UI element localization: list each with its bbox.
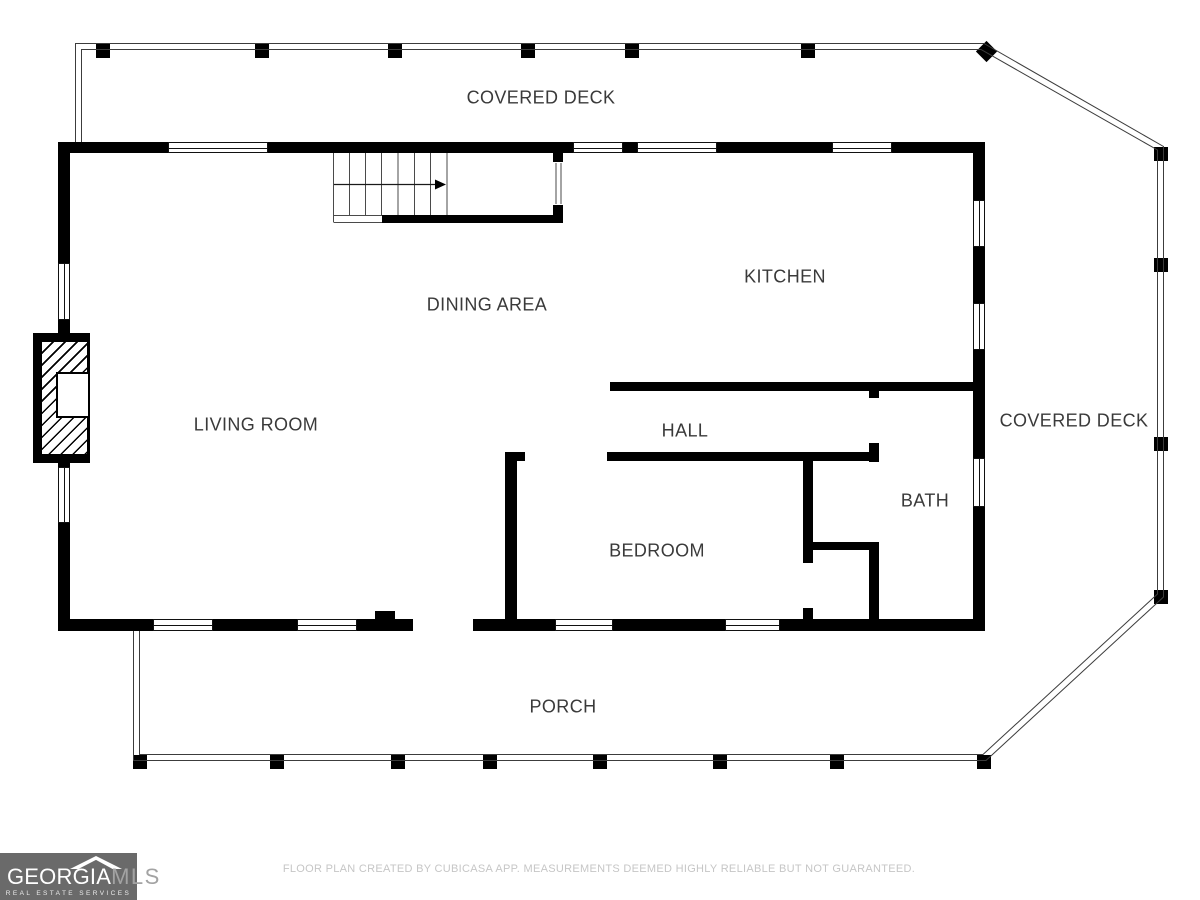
- room-label-porch: PORCH: [529, 696, 597, 717]
- fireplace-firebox: [56, 372, 90, 418]
- room-label-living-room: LIVING ROOM: [193, 414, 319, 435]
- staircase: [334, 153, 562, 223]
- room-label-hall: HALL: [661, 420, 709, 441]
- room-label-dining-area: DINING AREA: [426, 294, 548, 315]
- stair-direction-arrow: [334, 180, 446, 190]
- georgia-mls-logo: [0, 853, 161, 900]
- logo-brand-primary: GEORGIA: [7, 864, 112, 889]
- room-label-covered-deck-top: COVERED DECK: [466, 87, 616, 108]
- logo-brand-secondary: MLS: [111, 864, 161, 889]
- disclaimer-text: FLOOR PLAN CREATED BY CUBICASA APP. MEASUREMENTS DEEMED HIGHLY RELIABLE BUT NOT GUARANTEED.: [282, 863, 916, 875]
- logo-tagline: REAL ESTATE SERVICES: [5, 890, 132, 897]
- logo-brand: [7, 866, 161, 888]
- room-label-kitchen: KITCHEN: [744, 266, 826, 287]
- room-label-bath: BATH: [900, 490, 950, 511]
- room-label-covered-deck-right: COVERED DECK: [999, 410, 1149, 431]
- deck-rail-outline: [76, 44, 1164, 761]
- room-label-bedroom: BEDROOM: [609, 540, 705, 561]
